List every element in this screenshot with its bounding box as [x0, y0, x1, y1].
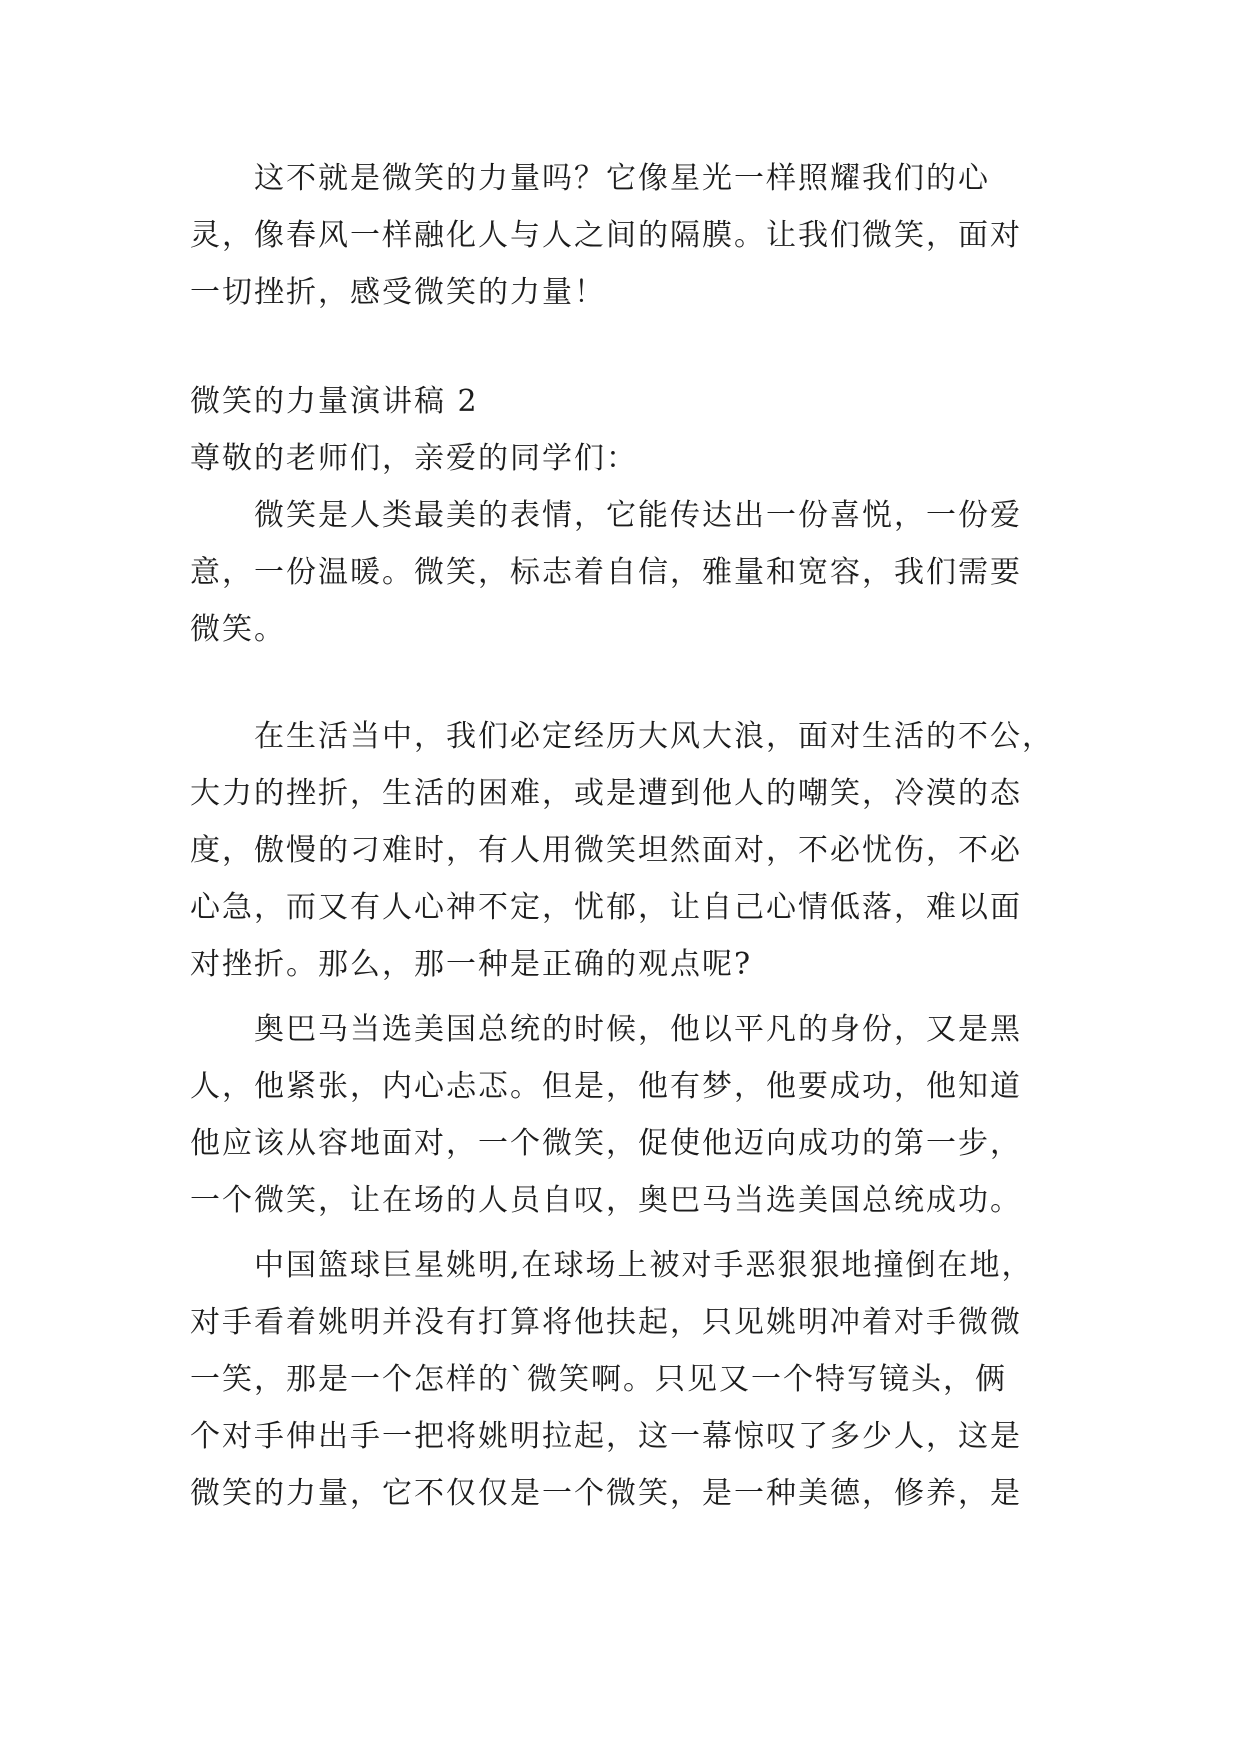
paragraph-intro: 这不就是微笑的力量吗？它像星光一样照耀我们的心 灵，像春风一样融化人与人之间的隔膜。让我们微笑，面对 一切挫折，感受微笑的力量！	[190, 161, 1022, 310]
paragraph-life: 在生活当中，我们必定经历大风大浪，面对生活的不公， 大力的挫折，生活的困难，或是遭到他人的嘲笑，冷漠的态 度，傲慢的刁难时，有人用微笑坦然面对，不必忧伤，不必 心急，而又有人心神不定，忧郁，让自己心情低落，难以面 对挫折。那么，那一种是正确的观点呢?	[190, 719, 1054, 982]
paragraph-yaoming: 中国篮球巨星姚明,在球场上被对手恶狠狠地撞倒在地， 对手看着姚明并没有打算将他扶起，只见姚明冲着对手微微 一笑，那是一个怎样的`微笑啊。只见又一个特写镜头，俩 个对手伸出手一把将姚明拉起，这一幕惊叹了多少人，这是 微笑的力量，它不仅仅是一个微笑，是一种美德，修养，是	[190, 1248, 1034, 1511]
paragraph-obama: 奥巴马当选美国总统的时候，他以平凡的身份，又是黑 人，他紧张，内心忐忑。但是，他有梦，他要成功，他知道 他应该从容地面对，一个微笑，促使他迈向成功的第一步， 一个微笑，让在场的人员自叹，奥巴马当选美国总统成功。	[190, 1012, 1022, 1218]
salutation: 尊敬的老师们，亲爱的同学们：	[190, 441, 638, 476]
paragraph-smile: 微笑是人类最美的表情，它能传达出一份喜悦，一份爱 意，一份温暖。微笑，标志着自信，雅量和宽容，我们需要 微笑。	[190, 498, 1022, 647]
section-title: 微笑的力量演讲稿 2	[190, 384, 479, 419]
